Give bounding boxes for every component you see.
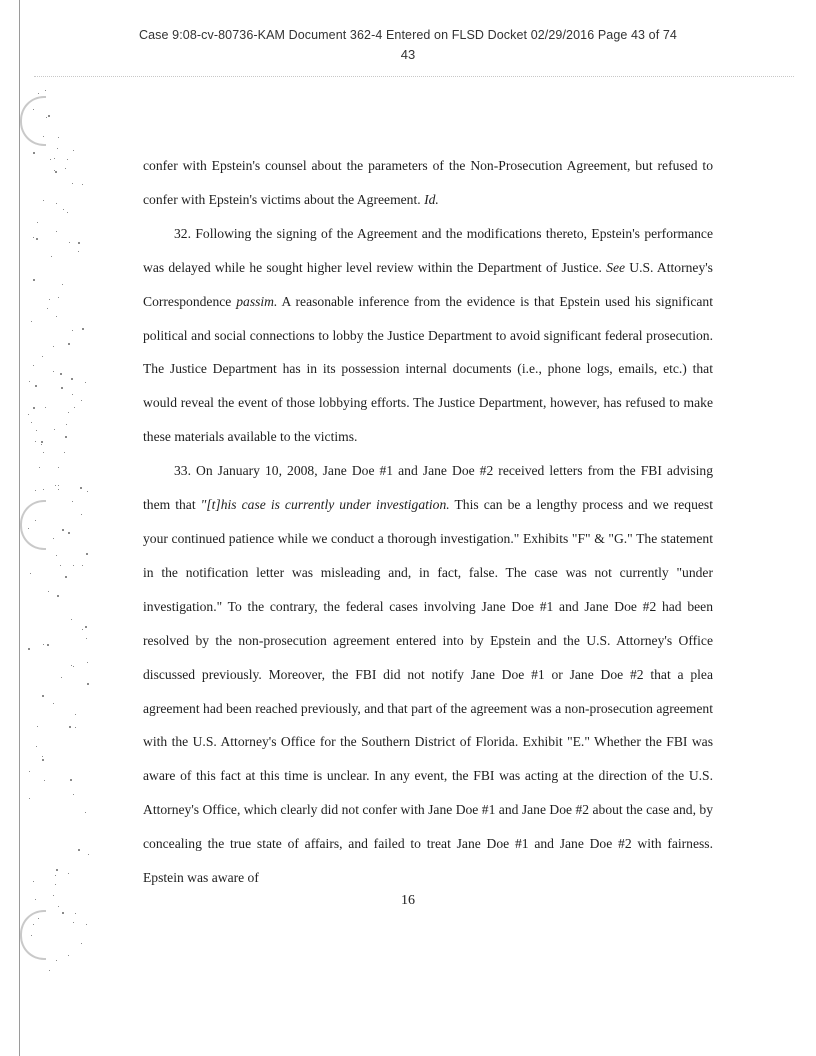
- scan-speck: [78, 242, 80, 244]
- scan-speck: [31, 935, 32, 936]
- scan-speck: [58, 485, 59, 486]
- scan-speck: [41, 441, 43, 443]
- scan-speck: [85, 382, 86, 383]
- scan-speck: [75, 913, 76, 914]
- header-stamp-text: Case 9:08-cv-80736-KAM Document 362-4 Entered on FLSD Docket 02/29/2016 Page 43 of 74: [139, 28, 677, 42]
- header-rule: [34, 76, 794, 78]
- scan-speck: [41, 444, 42, 445]
- paragraph-33-text-a: 33. On January 10, 2008, Jane Doe #1 and Jane Doe #2 received letters from the FBI advising them that: [143, 463, 713, 513]
- scan-speck: [57, 595, 59, 597]
- scan-speck: [67, 212, 68, 213]
- scan-speck: [56, 231, 57, 232]
- scan-speck: [55, 875, 56, 876]
- header-page-marker: 43: [400, 47, 416, 62]
- scan-speck: [33, 237, 34, 238]
- scan-speck: [42, 356, 43, 357]
- paragraph-32-see-signal: See: [606, 259, 626, 275]
- scan-speck: [56, 960, 57, 961]
- scan-speck: [62, 529, 64, 531]
- scan-speck: [56, 869, 58, 871]
- scan-speck: [37, 222, 38, 223]
- scan-speck: [42, 759, 44, 761]
- scan-speck: [49, 299, 50, 300]
- paragraph-33: [143, 454, 713, 895]
- paragraph-33-text-b: This can be a lengthy process and we request your continued patience while we conduct a thorough investigation." Exhibits "F" & "G." The statement in the notification letter was misleading and, in fact, false. The case was not currently "under investigation." To the contrary, the federal cases involving Jane Doe #1 and Jane Doe #2 had been resolved by the non-prosecution agreement entered into by Epstein and the U.S. Attorney's Office discussed previously. Moreover, the FBI did not notify Jane Doe #1 or Jane Doe #2 that a plea agreement had been reached previously, and that part of the agreement was a non-prosecution agreement with the U.S. Attorney's Office for the Southern District of Florida. Exhibit "E." Whether the FBI was aware of this fact at this time is unclear. In any event, the FBI was acting at the direction of the U.S. Attorney's Office, which clearly did not confer with Jane Doe #1 and Jane Doe #2 about the case and, by concealing the true state of affairs, and failed to treat Jane Doe #1 and Jane Doe #2 with fairness. Epstein was aware of: [143, 497, 713, 886]
- paragraph-32-passim: passim.: [236, 293, 278, 309]
- scan-speck: [53, 371, 54, 372]
- scan-speck: [64, 452, 65, 453]
- scan-speck: [82, 328, 84, 330]
- scan-speck: [65, 168, 66, 169]
- scan-speck: [85, 812, 86, 813]
- scan-speck: [33, 279, 35, 281]
- scan-speck: [33, 365, 34, 366]
- scan-speck: [49, 970, 50, 971]
- paragraph-continuation: [143, 149, 713, 217]
- scan-speck: [73, 666, 74, 667]
- scan-speck: [74, 407, 75, 408]
- scan-speck: [78, 251, 79, 252]
- scan-speck: [38, 918, 39, 919]
- scan-speck: [42, 695, 44, 697]
- scan-speck: [30, 573, 31, 574]
- scan-speck: [29, 798, 30, 799]
- scan-speck: [68, 412, 69, 413]
- scan-speck: [47, 644, 49, 646]
- scan-speck: [43, 136, 44, 137]
- scan-speck: [54, 170, 55, 171]
- scan-speck: [60, 565, 61, 566]
- scan-speck: [62, 284, 63, 285]
- scan-speck: [45, 90, 46, 91]
- scan-speck: [53, 703, 54, 704]
- paragraph-32-text-a: 32. Following the signing of the Agreement and the modifications thereto, Epstein's performance was delayed while he sought higher level review within the Department of Justice.: [143, 225, 713, 275]
- scan-speck: [71, 665, 72, 666]
- scan-speck: [53, 538, 54, 539]
- scan-speck: [68, 955, 69, 956]
- scan-speck: [48, 591, 49, 592]
- scan-speck: [63, 209, 64, 210]
- binder-hole-middle: [20, 500, 46, 550]
- scan-speck: [72, 394, 73, 395]
- scan-speck: [70, 779, 72, 781]
- scan-speck: [28, 528, 29, 529]
- scan-speck: [43, 489, 44, 490]
- scan-speck: [65, 576, 67, 578]
- scan-speck: [68, 343, 70, 345]
- scan-speck: [55, 884, 56, 885]
- paragraph-33-quote: "[t]his case is currently under investigation.: [200, 497, 450, 513]
- scan-speck: [38, 93, 39, 94]
- paragraph-32: [143, 217, 713, 454]
- scan-speck: [69, 726, 71, 728]
- scan-speck: [53, 346, 54, 347]
- scan-speck: [73, 565, 74, 566]
- scan-speck: [72, 183, 73, 184]
- scan-speck: [58, 489, 59, 490]
- scan-speck: [81, 400, 82, 401]
- scan-speck: [29, 381, 30, 382]
- scan-speck: [28, 414, 29, 415]
- scan-speck: [87, 662, 88, 663]
- scan-speck: [73, 794, 74, 795]
- scan-speck: [33, 881, 34, 882]
- scan-speck: [66, 424, 67, 425]
- scan-speck: [35, 441, 36, 442]
- scan-speck: [61, 387, 63, 389]
- scan-speck: [68, 532, 70, 534]
- scan-speck: [60, 373, 62, 375]
- scan-speck: [35, 490, 36, 491]
- scan-speck: [36, 238, 38, 240]
- court-filing-header-stamp: [0, 28, 816, 42]
- scan-speck: [33, 109, 34, 110]
- scan-speck: [48, 115, 50, 117]
- scan-speck: [73, 922, 74, 923]
- paragraph-32-text-c: A reasonable inference from the evidence is that Epstein used his significant political and social connections to lobby the Justice Department to avoid significant federal prosecution. The Justice Department has in its possession internal documents (i.e., phone logs, emails, etc.) that would reveal the event of those lobbying efforts. The Justice Department, however, has refused to make these materials available to the victims.: [143, 293, 713, 445]
- scan-speck: [58, 467, 59, 468]
- scan-speck: [81, 514, 82, 515]
- scan-speck: [69, 242, 70, 243]
- scan-speck: [56, 203, 57, 204]
- scan-speck: [71, 378, 73, 380]
- scan-speck: [28, 648, 30, 650]
- scan-speck: [87, 683, 89, 685]
- scan-speck: [56, 555, 57, 556]
- scan-speck: [36, 746, 37, 747]
- scan-speck: [33, 924, 34, 925]
- scan-speck: [86, 924, 87, 925]
- paragraph-0-text: confer with Epstein's counsel about the parameters of the Non-Prosecution Agreement, but refused to confer with Epstein's victims about the Agreement.: [143, 158, 713, 207]
- paragraph-0-citation: Id.: [424, 191, 439, 207]
- scan-speck: [72, 330, 73, 331]
- scan-speck: [37, 726, 38, 727]
- document-body: [143, 149, 713, 895]
- scan-speck: [44, 780, 45, 781]
- scan-speck: [82, 629, 83, 630]
- scan-speck: [75, 727, 76, 728]
- scan-speck: [43, 644, 44, 645]
- scan-speck: [88, 854, 89, 855]
- scan-speck: [71, 619, 72, 620]
- scan-speck: [39, 467, 40, 468]
- scan-speck: [62, 912, 64, 914]
- scan-speck: [68, 873, 69, 874]
- scan-speck: [47, 308, 48, 309]
- scan-speck: [58, 137, 59, 138]
- scan-speck: [86, 638, 87, 639]
- scan-speck: [36, 430, 37, 431]
- scan-speck: [42, 756, 43, 757]
- paragraph-32-text-b: U.S. Attorney's Correspondence: [143, 259, 713, 309]
- scan-speck: [35, 520, 36, 521]
- scan-speck: [65, 436, 67, 438]
- scan-speck: [80, 487, 82, 489]
- scan-speck: [35, 385, 37, 387]
- binder-hole-top: [20, 96, 46, 146]
- scan-speck: [45, 407, 46, 408]
- scan-speck: [58, 297, 59, 298]
- scan-speck: [33, 152, 35, 154]
- scan-speck: [82, 565, 83, 566]
- scan-speck: [43, 200, 44, 201]
- scan-speck: [57, 148, 58, 149]
- scan-speck: [54, 429, 55, 430]
- binder-hole-bottom: [20, 910, 46, 960]
- scan-speck: [82, 184, 83, 185]
- scan-speck: [43, 452, 44, 453]
- scan-speck: [75, 714, 76, 715]
- scan-speck: [51, 256, 52, 257]
- scan-speck: [31, 321, 32, 322]
- scan-speck: [29, 771, 30, 772]
- scan-speck: [78, 849, 80, 851]
- scan-speck: [72, 501, 73, 502]
- scan-speck: [50, 159, 51, 160]
- footer-page-number: 16: [401, 893, 415, 908]
- scan-speck: [33, 407, 35, 409]
- scan-speck: [85, 626, 87, 628]
- scan-speck: [81, 943, 82, 944]
- scan-speck: [31, 422, 32, 423]
- scan-speck: [73, 150, 74, 151]
- scan-speck: [55, 485, 56, 486]
- scan-speck: [87, 491, 88, 492]
- scan-speck: [61, 677, 62, 678]
- scan-speck: [54, 158, 55, 159]
- scan-speck: [67, 159, 68, 160]
- scan-speck: [86, 553, 88, 555]
- scan-speck: [56, 316, 57, 317]
